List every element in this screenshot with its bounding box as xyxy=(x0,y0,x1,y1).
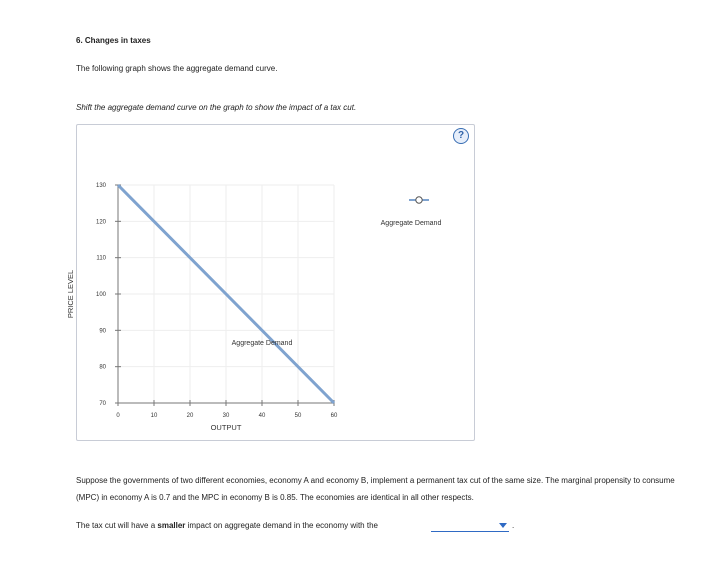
y-tick-label: 120 xyxy=(95,219,106,226)
y-tick-label: 80 xyxy=(99,364,106,371)
answer-sentence xyxy=(76,521,378,530)
graph-panel xyxy=(66,124,475,441)
answer-period: . xyxy=(512,521,515,530)
legend-handle-icon[interactable] xyxy=(416,197,422,203)
question-title: 6. Changes in taxes xyxy=(76,36,151,45)
legend-label: Aggregate Demand xyxy=(380,220,442,227)
chevron-down-icon xyxy=(499,523,507,528)
question-instruction: Shift the aggregate demand curve on the graph to show the impact of a tax cut. xyxy=(76,103,357,112)
x-tick-label: 0 xyxy=(116,413,120,419)
question-intro: The following graph shows the aggregate demand curve. xyxy=(76,64,278,73)
answer-emphasis: smaller xyxy=(157,521,186,530)
x-tick-label: 20 xyxy=(186,413,194,419)
curve-label: Aggregate Demand xyxy=(231,339,293,347)
y-tick-label: 100 xyxy=(95,292,106,298)
x-tick-label: 60 xyxy=(330,413,338,419)
y-axis-label: PRICE LEVEL xyxy=(66,269,75,319)
x-axis-label: OUTPUT xyxy=(210,423,242,432)
x-tick-label: 10 xyxy=(150,413,158,419)
y-tick-label: 110 xyxy=(96,255,106,262)
scenario-paragraph: Suppose the governments of two different economies, economy A and economy B, implement a permanent tax cut of the same size. The marginal propensity to consume (MPC) in economy A is 0.7 and the MPC in economy B is 0.85. The economies are identical in all other respects. xyxy=(76,476,675,502)
y-tick-label: 90 xyxy=(99,328,106,335)
x-tick-label: 40 xyxy=(258,413,266,419)
aggregate-demand-chart[interactable] xyxy=(66,125,474,440)
y-tick-label: 70 xyxy=(99,401,106,407)
answer-suffix: impact on aggregate demand in the economy with the xyxy=(185,521,378,530)
answer-prefix: The tax cut will have a xyxy=(76,521,158,530)
x-tick-label: 50 xyxy=(294,413,302,419)
help-icon[interactable]: ? xyxy=(453,128,469,144)
x-tick-label: 30 xyxy=(222,413,230,419)
y-tick-label: 130 xyxy=(95,183,106,189)
economy-dropdown[interactable] xyxy=(431,519,509,532)
